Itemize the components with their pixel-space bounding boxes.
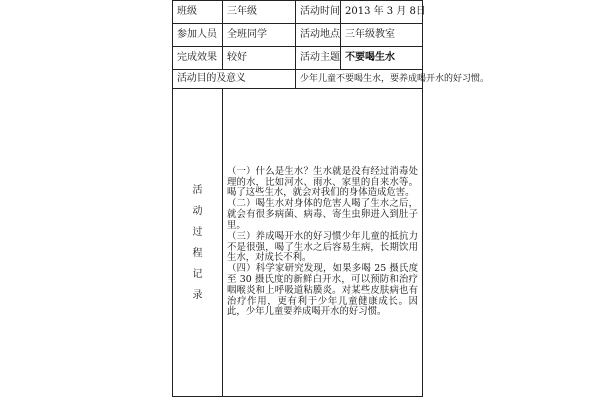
process-label-cell <box>173 89 223 397</box>
class-label: 班级 <box>173 1 223 24</box>
process-label-char: 记 <box>192 268 203 280</box>
process-paragraph-1: （一）什么是生水？生水就是没有经过消毒处理的水，比如河水、雨水、家里的自来水等。喝了这些生水，就会对我们的身体造成危害。 <box>227 165 418 199</box>
result-value: 较好 <box>223 47 296 70</box>
process-label-char: 程 <box>192 247 203 259</box>
place-label: 活动地点 <box>296 24 341 47</box>
process-label-char: 动 <box>192 205 203 217</box>
theme-label: 活动主题 <box>296 47 341 70</box>
theme-value: 不要喝生水 <box>341 47 423 70</box>
purpose-value: 少年儿童不要喝生水，要养成喝开水的好习惯。 <box>296 70 423 89</box>
activity-record-table <box>172 0 490 397</box>
process-content-cell <box>223 89 423 397</box>
participants-value: 全班同学 <box>223 24 296 47</box>
process-label-char: 录 <box>192 289 203 301</box>
place-value: 三年级教室 <box>341 24 423 47</box>
row-process <box>173 89 423 397</box>
row-purpose <box>173 70 423 89</box>
process-paragraph-3: （三）养成喝开水的好习惯少年儿童的抵抗力不是很强，喝了生水之后容易生病，长期饮用生水，对成长不利。 <box>227 230 418 264</box>
result-label: 完成效果 <box>173 47 223 70</box>
class-value: 三年级 <box>223 1 296 24</box>
time-value: 2013 年 3 月 8日 <box>341 1 423 24</box>
process-paragraph-2: （二）喝生水对身体的危害人喝了生水之后，就会有很多病菌、病毒、寄生虫卵进入到肚子里。 <box>227 198 418 231</box>
process-vertical-label <box>193 180 203 306</box>
participants-label: 参加人员 <box>173 24 223 47</box>
row-result-theme <box>173 47 423 70</box>
purpose-label: 活动目的及意义 <box>173 70 296 89</box>
process-paragraph-4: （四）科学家研究发现，如果多喝 25 摄氏度至 30 摄氏度的新鲜白开水，可以预防和治疗咽喉炎和上呼吸道粘膜炎。对某些皮肤病也有治疗作用，更有利于少年儿童健康成长。因此，少年儿童要养成喝开水的好习惯。 <box>227 263 418 318</box>
process-label-char: 活 <box>192 184 203 196</box>
time-label: 活动时间 <box>296 1 341 24</box>
row-class-time <box>173 1 423 24</box>
process-label-char: 过 <box>192 226 203 238</box>
row-participants-place <box>173 24 423 47</box>
